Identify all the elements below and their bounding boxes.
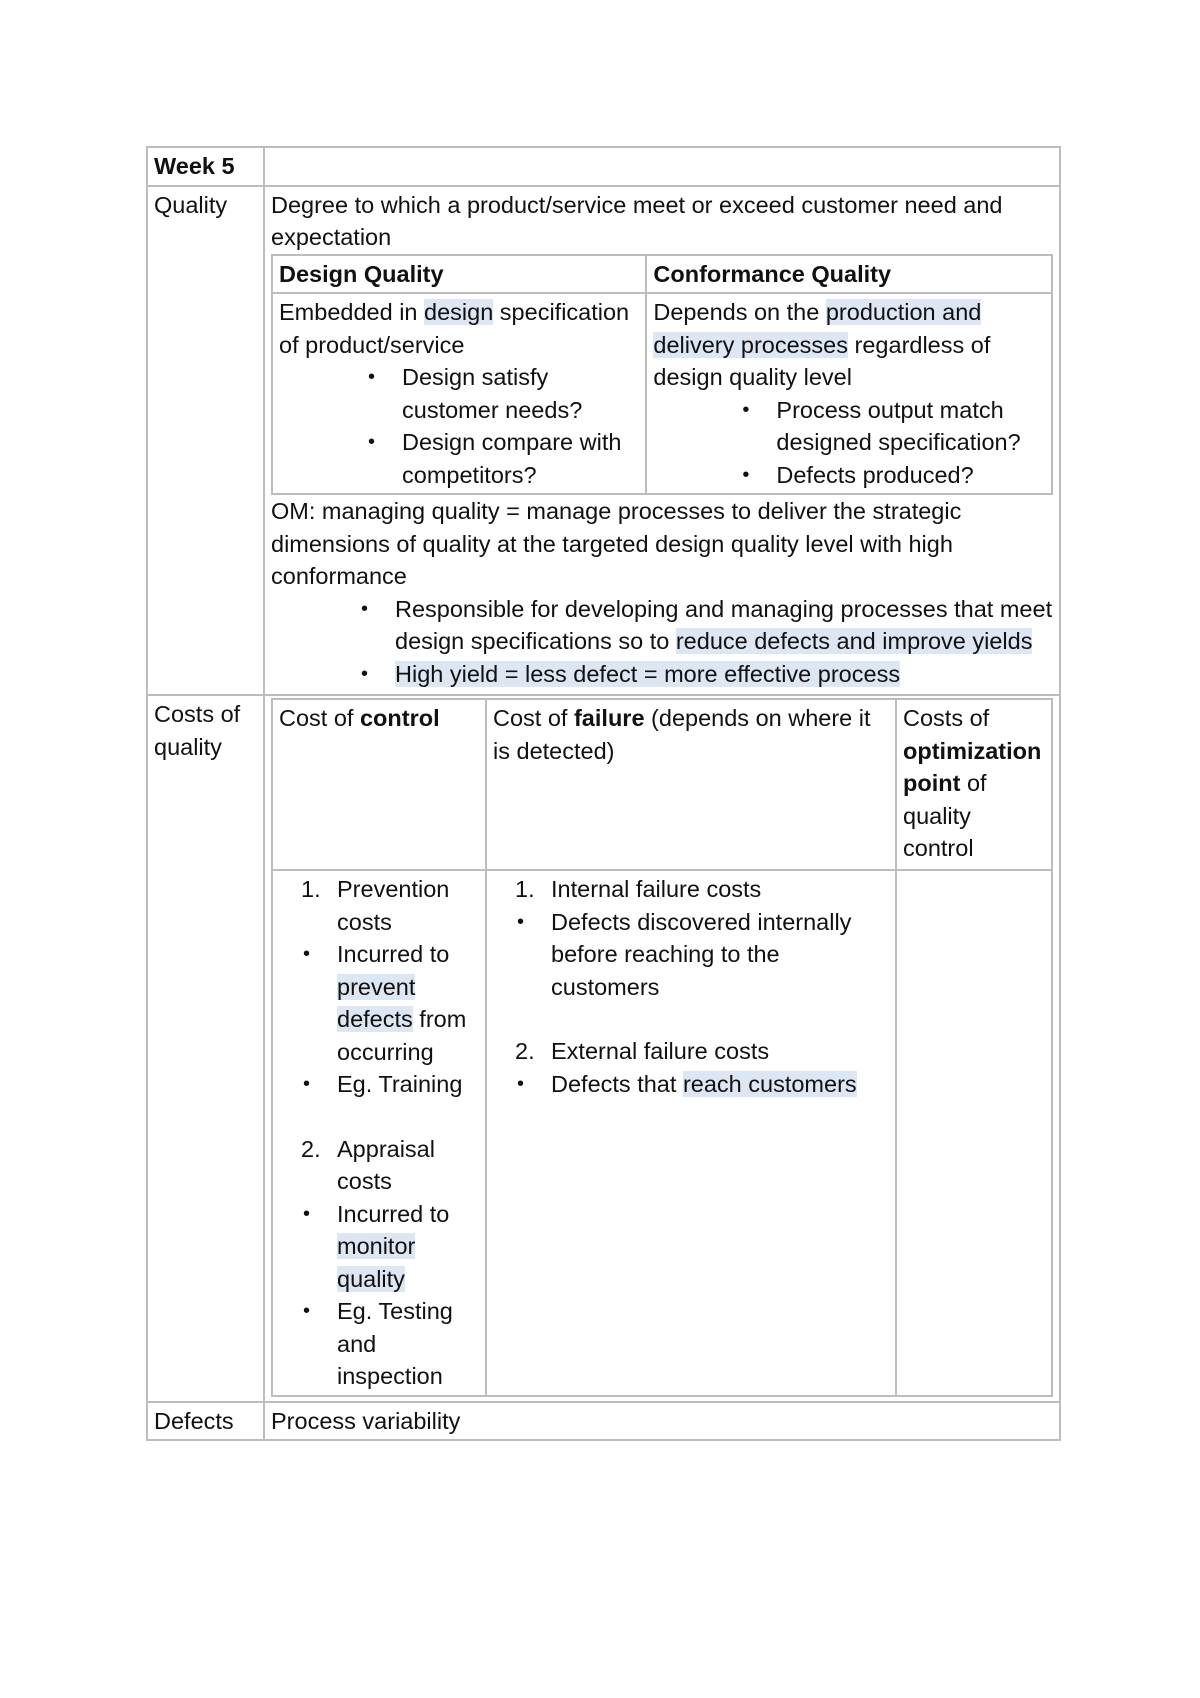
highlight: reduce defects and improve yields bbox=[675, 628, 1033, 654]
defects-label: Defects bbox=[154, 1407, 234, 1434]
cost-optimization-header: Costs of optimization point of quality control bbox=[896, 699, 1052, 870]
quality-definition: Degree to which a product/service meet or exceed customer need and expectation bbox=[271, 191, 1003, 250]
defects-content-cell bbox=[264, 1402, 1060, 1441]
highlight: design bbox=[424, 299, 494, 325]
appraisal-bullets bbox=[337, 1198, 479, 1393]
design-quality-body bbox=[272, 293, 646, 494]
external-failure-item: 2. External failure costs bbox=[515, 1038, 770, 1064]
list-item: • Defects produced? bbox=[776, 459, 1045, 492]
costs-content-cell bbox=[264, 695, 1060, 1402]
conformance-quality-header: Conformance Quality bbox=[646, 255, 1052, 294]
list-item: • Eg. Training bbox=[337, 1068, 479, 1101]
list-item: • Incurred to monitor quality bbox=[337, 1198, 479, 1296]
costs-label-cell bbox=[147, 695, 264, 1402]
highlight: reach customers bbox=[682, 1070, 857, 1097]
costs-label: Costs of quality bbox=[154, 701, 241, 760]
quality-label-cell bbox=[147, 186, 264, 696]
conformance-quality-body bbox=[646, 293, 1052, 494]
design-quality-header: Design Quality bbox=[272, 255, 646, 294]
list-item: • Defects discovered internally before reaching to the customers bbox=[551, 906, 889, 1004]
list-item: • Process output match designed specification? bbox=[776, 394, 1045, 459]
conformance-quality-bullets bbox=[653, 394, 1045, 492]
week-row bbox=[147, 147, 1060, 186]
conformance-quality-text: Depends on the production and delivery processes regardless of design quality level bbox=[653, 299, 991, 390]
list-item bbox=[395, 658, 1053, 691]
om-text: OM: managing quality = manage processes to deliver the strategic dimensions of quality at the targeted design quality level with high conformance bbox=[271, 498, 962, 589]
external-failure-bullets bbox=[551, 1068, 889, 1101]
costs-row bbox=[147, 695, 1060, 1402]
prevention-bullets bbox=[337, 938, 479, 1101]
cost-optimization-body bbox=[896, 870, 1052, 1396]
quality-label: Quality bbox=[154, 191, 228, 218]
cost-of-failure-body bbox=[486, 870, 896, 1396]
quality-content-cell bbox=[264, 186, 1060, 696]
om-bullets bbox=[271, 593, 1053, 691]
defects-label-cell bbox=[147, 1402, 264, 1441]
cost-of-failure-header: Cost of failure (depends on where it is detected) bbox=[486, 699, 896, 870]
list-item: • Design satisfy customer needs? bbox=[402, 361, 639, 426]
week-empty-cell bbox=[264, 147, 1060, 186]
list-item: • Design compare with competitors? bbox=[402, 426, 639, 491]
notes-table bbox=[146, 146, 1061, 1441]
highlight: production and delivery processes bbox=[653, 299, 982, 358]
list-item: • Defects that reach customers bbox=[551, 1068, 889, 1101]
quality-types-table bbox=[271, 254, 1053, 496]
week-cell bbox=[147, 147, 264, 186]
internal-failure-bullets bbox=[551, 906, 889, 1004]
list-item: • Responsible for developing and managing processes that meet design specifications so to reduce defects and improve yields bbox=[395, 593, 1053, 658]
cost-of-control-body bbox=[272, 870, 486, 1396]
defects-text: Process variability bbox=[271, 1407, 461, 1434]
week-label: Week 5 bbox=[154, 153, 235, 179]
list-item: • Incurred to prevent defects from occurring bbox=[337, 938, 479, 1068]
highlight: High yield = less defect = more effective process bbox=[395, 660, 901, 687]
design-quality-bullets bbox=[279, 361, 639, 491]
highlight: monitor quality bbox=[337, 1233, 416, 1292]
internal-failure-item: 1. Internal failure costs bbox=[515, 876, 762, 902]
costs-table bbox=[271, 698, 1053, 1397]
appraisal-costs-item: 2. Appraisal costs bbox=[301, 1135, 435, 1194]
prevention-costs-item: 1. Prevention costs bbox=[301, 876, 450, 935]
highlight: prevent defects bbox=[337, 973, 416, 1032]
cost-of-control-header: Cost of control bbox=[272, 699, 486, 870]
quality-row bbox=[147, 186, 1060, 696]
design-quality-text: Embedded in design specification of product/service bbox=[279, 299, 630, 358]
list-item: • Eg. Testing and inspection bbox=[337, 1295, 479, 1393]
defects-row bbox=[147, 1402, 1060, 1441]
